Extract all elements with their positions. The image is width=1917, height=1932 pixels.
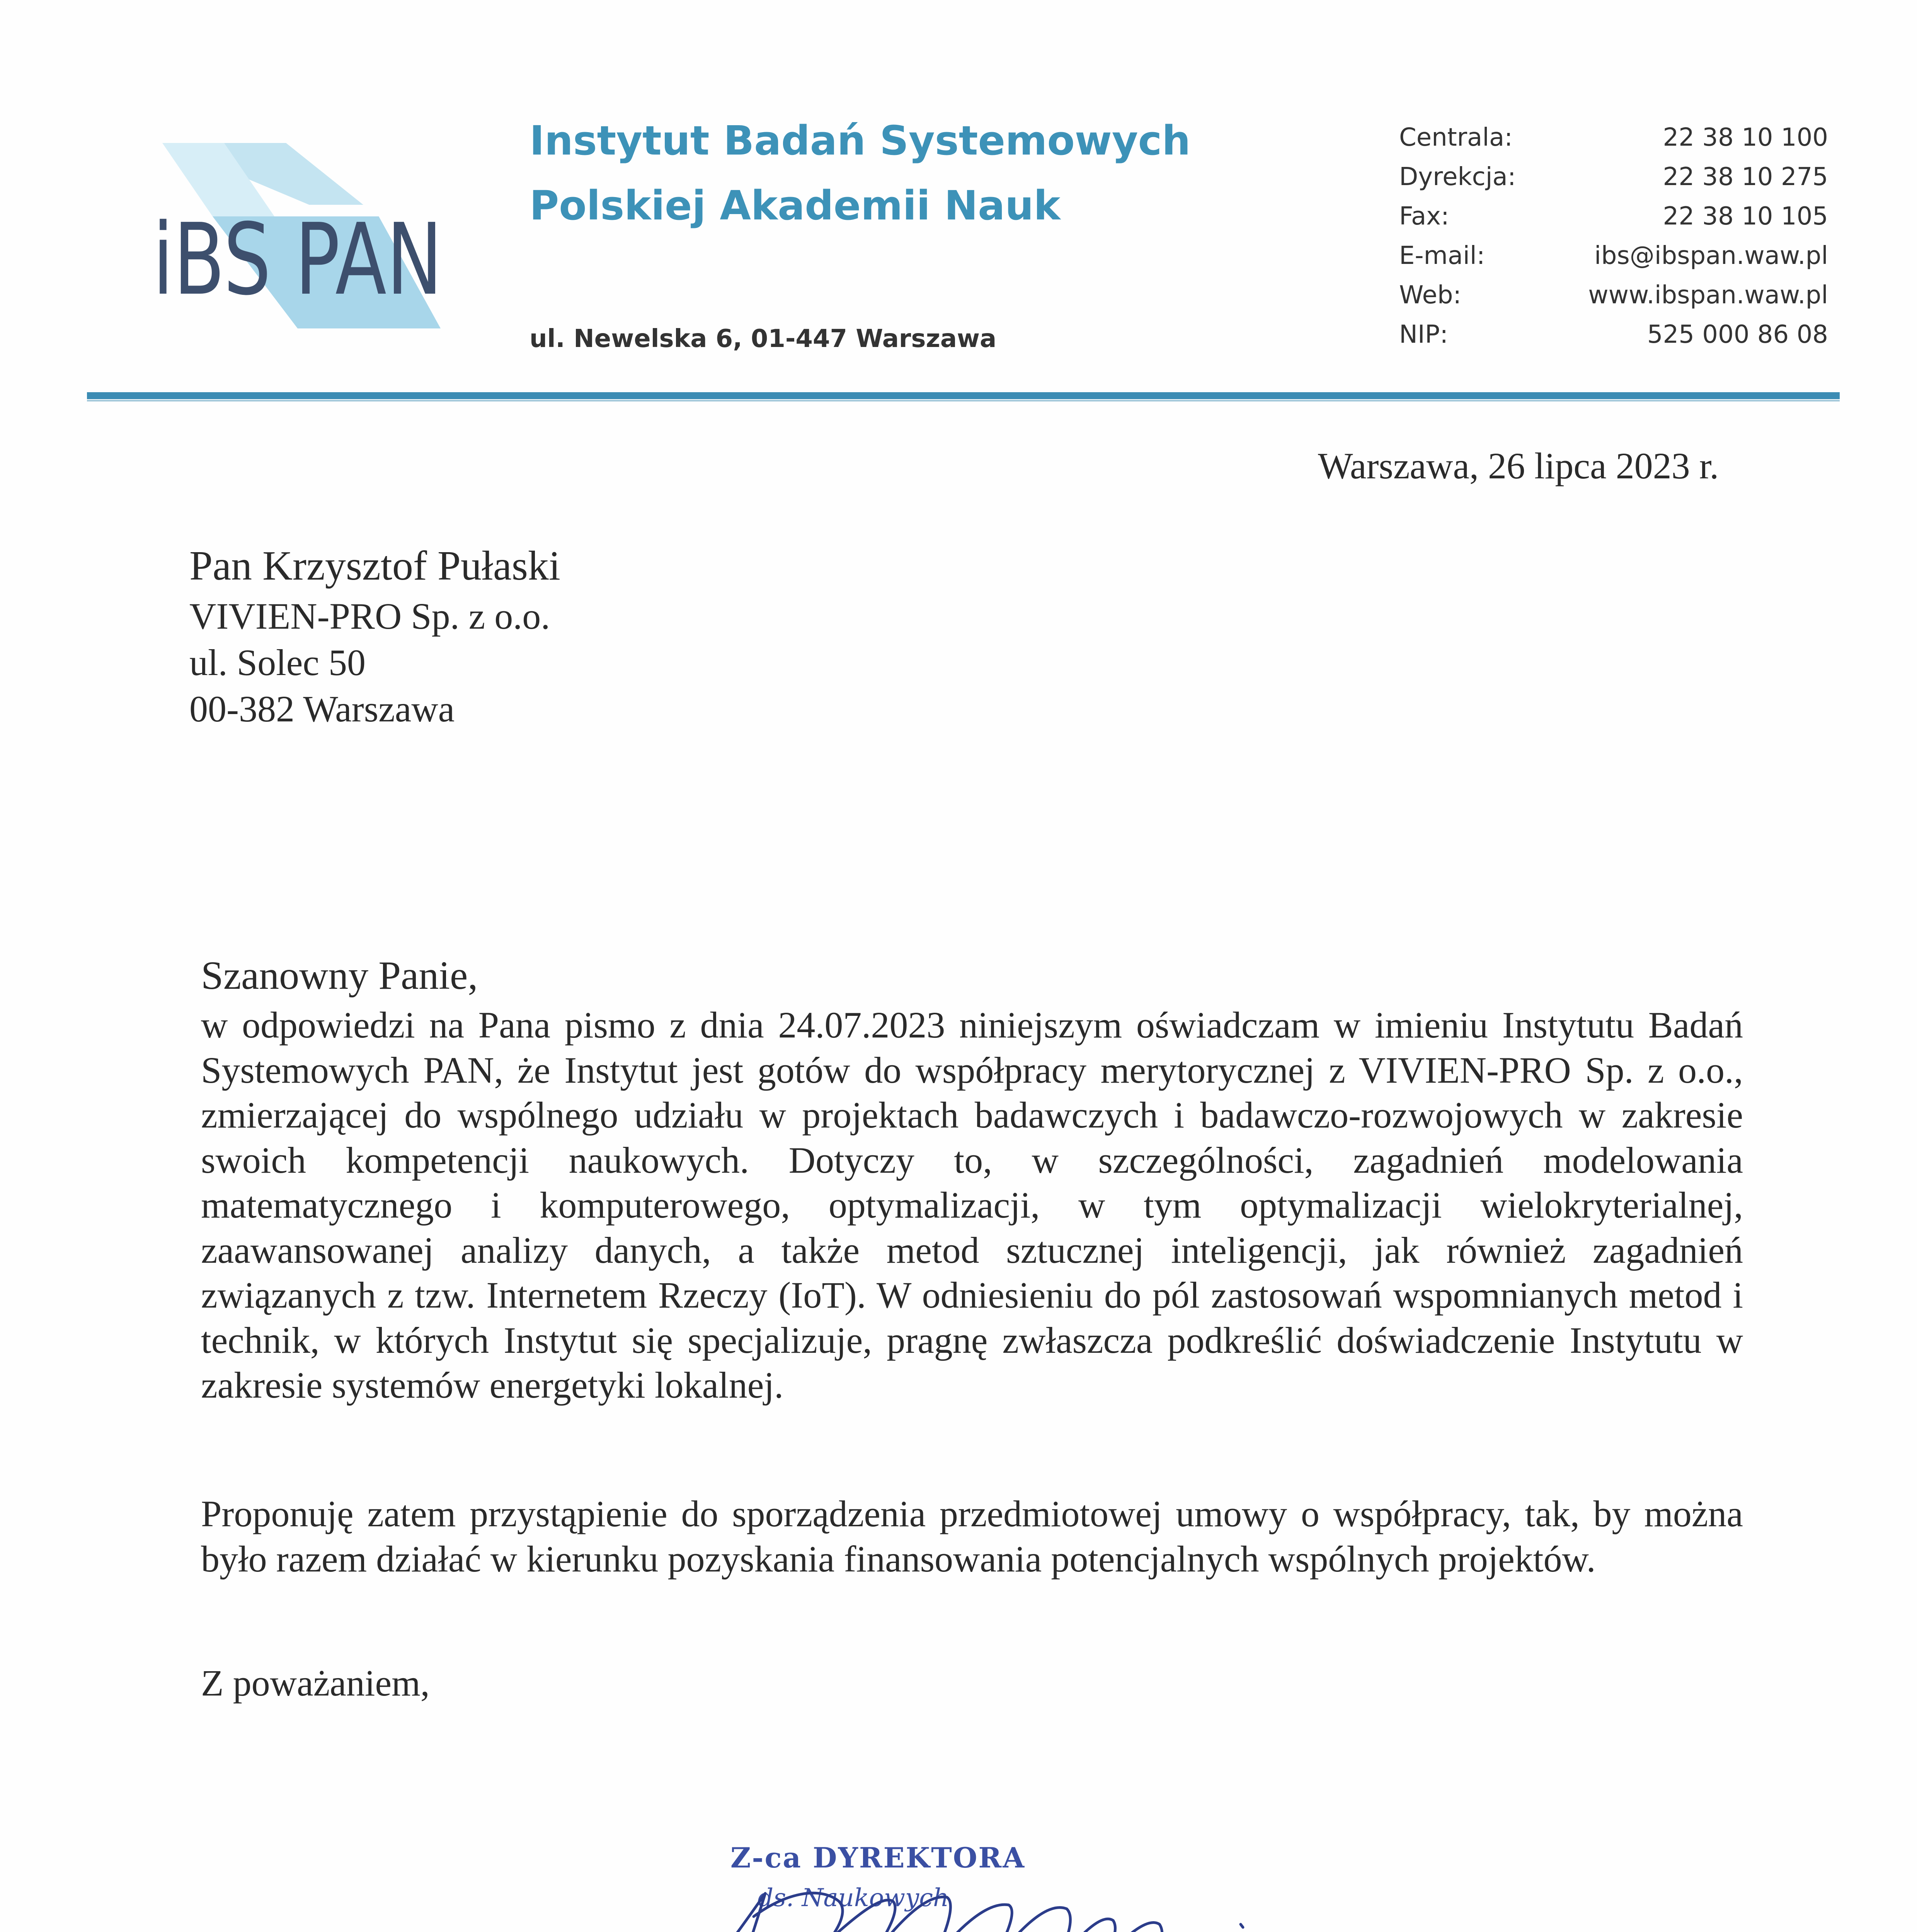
contact-label: NIP: <box>1399 320 1448 349</box>
contact-label: E-mail: <box>1399 242 1485 270</box>
body-paragraph-2: Proponuję zatem przystąpienie do sporządzenia przedmiotowej umowy o współpracy, tak, by można było razem działać w kierunku pozyskania finansowania potencjalnych wspólnych projektów. <box>201 1493 1743 1580</box>
body-paragraph-1: w odpowiedzi na Pana pismo z dnia 24.07.2023 niniejszym oświadczam w imieniu Instytutu Badań Systemowych PAN, że Instytut jest gotów do współpracy merytorycznej z VIVIEN-PRO Sp. z o.o., zmierzającej do wspólnego udziału w projektach badawczych i badawczo-rozwojowych w zakresie swoich kompetencji naukowych. Dotyczy to, w szczególności, zagadnień modelowania matematycznego i komputerowego, optymalizacji, w tym optymalizacji wielokryterialnej, zaawansowanej analizy danych, a także metod sztucznej inteligencji, jak również zagadnień związanych z tzw. Internetem Rzeczy (IoT). W odniesieniu do pól zastosowań wspomnianych metod i technik, w których Instytut się specjalizuje, pragnę zwłaszcza podkreślić doświadczenie Instytutu w zakresie systemów energetyki lokalnej. <box>201 1004 1743 1406</box>
ibs-pan-logo <box>147 128 448 344</box>
contact-value: 22 38 10 100 <box>1663 123 1828 152</box>
contact-row <box>1399 315 1828 354</box>
contact-value: ibs@ibspan.waw.pl <box>1594 242 1828 270</box>
contact-value: 525 000 86 08 <box>1647 320 1828 349</box>
contact-value: 22 38 10 275 <box>1663 163 1828 191</box>
stamp-title: Z-ca DYREKTORA <box>730 1841 1026 1874</box>
contact-row <box>1399 118 1828 157</box>
institute-address: ul. Newelska 6, 01-447 Warszawa <box>529 325 997 353</box>
closing-phrase: Z poważaniem, <box>201 1662 430 1704</box>
contact-label: Centrala: <box>1399 123 1513 152</box>
recipient-block <box>189 539 560 732</box>
contact-value: 22 38 10 105 <box>1663 202 1828 231</box>
contact-row <box>1399 197 1828 236</box>
institute-name <box>529 108 1225 238</box>
handwritten-signature <box>638 1870 1295 1932</box>
recipient-company: VIVIEN-PRO Sp. z o.o. <box>189 595 550 637</box>
logo-wordmark: iBS PAN <box>153 202 443 317</box>
header-divider <box>87 392 1840 399</box>
contact-label: Fax: <box>1399 202 1449 231</box>
letter-date: Warszawa, 26 lipca 2023 r. <box>1318 445 1719 486</box>
institute-name-line2: Polskiej Akademii Nauk <box>529 182 1061 229</box>
contact-label: Dyrekcja: <box>1399 163 1516 191</box>
recipient-name: Pan Krzysztof Pułaski <box>189 543 560 589</box>
contact-block <box>1399 118 1828 354</box>
contact-value: www.ibspan.waw.pl <box>1588 281 1828 310</box>
contact-row <box>1399 157 1828 197</box>
recipient-street: ul. Solec 50 <box>189 642 366 683</box>
stamp-subtitle: ds. Naukowych <box>758 1884 949 1912</box>
contact-row <box>1399 236 1828 276</box>
institute-name-line1: Instytut Badań Systemowych <box>529 117 1191 164</box>
header-divider-shadow <box>87 400 1840 401</box>
salutation: Szanowny Panie, <box>201 953 478 998</box>
contact-label: Web: <box>1399 281 1462 310</box>
recipient-city: 00-382 Warszawa <box>189 688 455 730</box>
contact-row <box>1399 276 1828 315</box>
